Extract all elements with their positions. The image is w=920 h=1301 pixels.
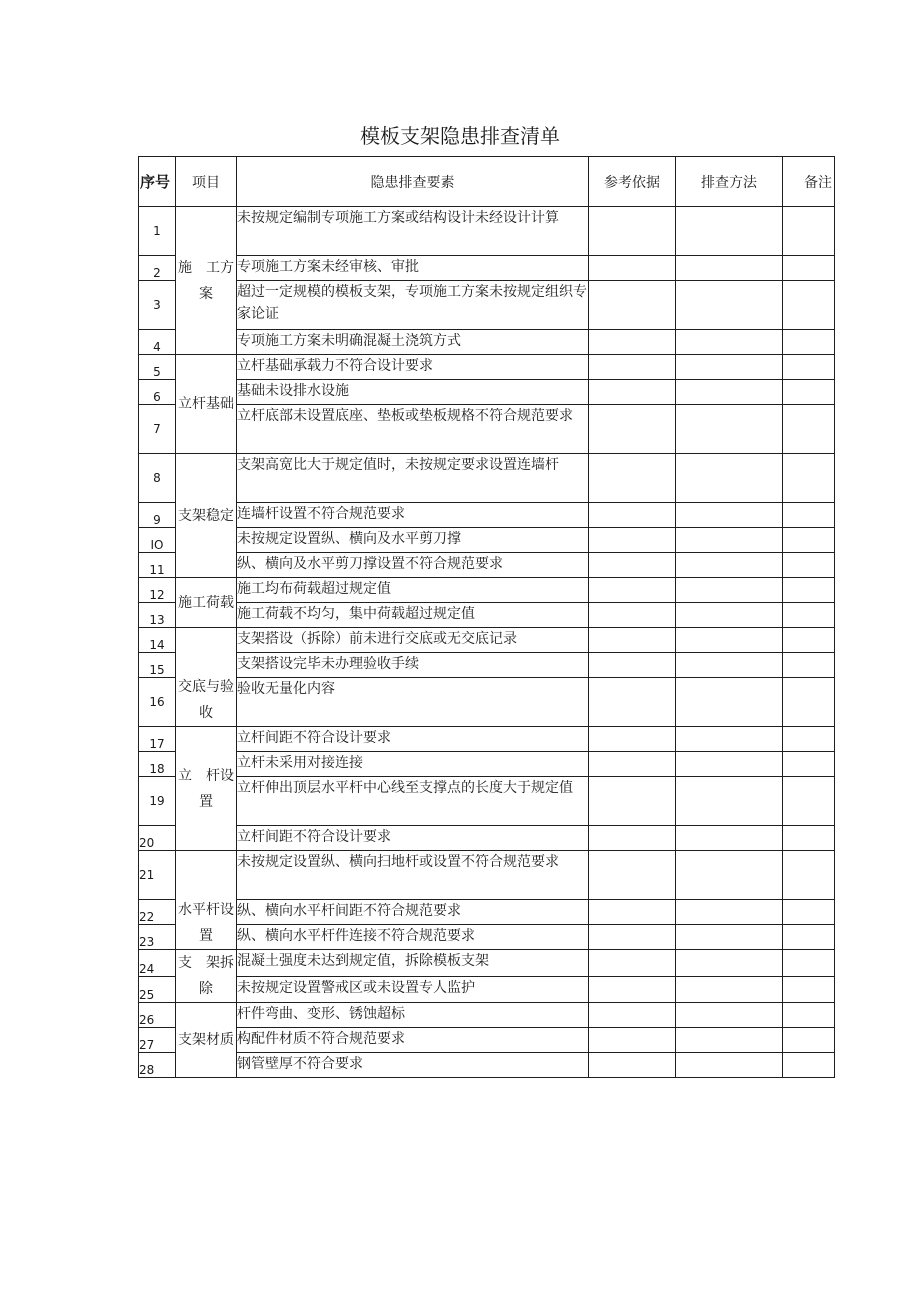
category-cell: 支架稳定: [176, 454, 237, 578]
table-row: [139, 281, 835, 330]
row-number: 23: [139, 925, 176, 950]
hazard-item: 混凝土强度未达到规定值，拆除模板支架: [237, 950, 589, 977]
row-number: 19: [139, 777, 176, 826]
hazard-item: 立杆伸出顶层水平杆中心线至支撑点的长度大于规定值: [237, 777, 589, 826]
hazard-item: 施工均布荷载超过规定值: [237, 578, 589, 603]
category-cell: 立 杆设置: [176, 727, 237, 851]
category-cell: 水平杆设置: [176, 851, 237, 950]
hazard-item: 钢管壁厚不符合要求: [237, 1053, 589, 1078]
hazard-item: 未按规定设置纵、横向及水平剪刀撑: [237, 528, 589, 553]
hazard-item: 专项施工方案未经审核、审批: [237, 256, 589, 281]
row-number: 8: [139, 454, 176, 503]
row-number: 16: [139, 678, 176, 727]
row-number: 1: [139, 207, 176, 256]
hazard-item: 连墙杆设置不符合规范要求: [237, 503, 589, 528]
table-row: [139, 653, 835, 678]
category-cell: 施 工方案: [176, 207, 237, 355]
row-number: IO: [139, 528, 176, 553]
table-row: [139, 207, 835, 256]
hazard-item: 验收无量化内容: [237, 678, 589, 727]
hazard-item: 构配件材质不符合规范要求: [237, 1028, 589, 1053]
hazard-item: 支架搭设完毕未办理验收手续: [237, 653, 589, 678]
table-row: [139, 1053, 835, 1078]
category-cell: 施工荷载: [176, 578, 237, 628]
row-number: 2: [139, 256, 176, 281]
table-row: [139, 851, 835, 900]
table-row: [139, 925, 835, 950]
hazard-item: 支架搭设（拆除）前未进行交底或无交底记录: [237, 628, 589, 653]
hazard-checklist-table: [138, 156, 835, 1078]
row-number: 4: [139, 330, 176, 355]
row-number: 5: [139, 355, 176, 380]
hazard-item: 专项施工方案未明确混凝土浇筑方式: [237, 330, 589, 355]
table-row: [139, 752, 835, 777]
row-number: 24: [139, 950, 176, 977]
table-row: [139, 727, 835, 752]
category-cell: 支架材质: [176, 1003, 237, 1078]
row-number: 9: [139, 503, 176, 528]
hazard-item: 立杆间距不符合设计要求: [237, 727, 589, 752]
row-number: 21: [139, 851, 176, 900]
table-row: [139, 454, 835, 503]
hazard-item: 立杆间距不符合设计要求: [237, 826, 589, 851]
table-row: [139, 628, 835, 653]
hazard-item: 立杆未采用对接连接: [237, 752, 589, 777]
row-number: 13: [139, 603, 176, 628]
table-row: [139, 380, 835, 405]
row-number: 3: [139, 281, 176, 330]
category-cell: 交底与验收: [176, 628, 237, 727]
hazard-item: 纵、横向水平杆件连接不符合规范要求: [237, 925, 589, 950]
hazard-item: 纵、横向及水平剪刀撑设置不符合规范要求: [237, 553, 589, 578]
row-number: 25: [139, 976, 176, 1003]
category-cell: 立杆基础: [176, 355, 237, 454]
row-number: 18: [139, 752, 176, 777]
hazard-item: 未按规定设置纵、横向扫地杆或设置不符合规范要求: [237, 851, 589, 900]
table-row: [139, 528, 835, 553]
row-number: 15: [139, 653, 176, 678]
header-remark: 备注: [783, 157, 835, 207]
row-number: 7: [139, 405, 176, 454]
hazard-item: 纵、横向水平杆间距不符合规范要求: [237, 900, 589, 925]
hazard-item: 超过一定规模的模板支架，专项施工方案未按规定组织专家论证: [237, 281, 589, 330]
row-number: 12: [139, 578, 176, 603]
row-number: 26: [139, 1003, 176, 1028]
row-number: 11: [139, 553, 176, 578]
table-row: [139, 1028, 835, 1053]
table-row: [139, 678, 835, 727]
row-number: 20: [139, 826, 176, 851]
table-row: [139, 1003, 835, 1028]
table-row: [139, 777, 835, 826]
hazard-item: 立杆底部未设置底座、垫板或垫板规格不符合规范要求: [237, 405, 589, 454]
header-method: 排查方法: [676, 157, 783, 207]
category-cell: 支 架拆除: [176, 950, 237, 1003]
hazard-item: 未按规定编制专项施工方案或结构设计未经设计计算: [237, 207, 589, 256]
row-number: 14: [139, 628, 176, 653]
table-row: [139, 330, 835, 355]
row-number: 6: [139, 380, 176, 405]
table-row: [139, 976, 835, 1003]
row-number: 27: [139, 1028, 176, 1053]
page-title: 模板支架隐患排查清单: [360, 124, 560, 148]
hazard-item: 施工荷载不均匀，集中荷载超过规定值: [237, 603, 589, 628]
table-row: [139, 553, 835, 578]
table-row: [139, 256, 835, 281]
hazard-item: 支架高宽比大于规定值时，未按规定要求设置连墙杆: [237, 454, 589, 503]
hazard-item: 立杆基础承载力不符合设计要求: [237, 355, 589, 380]
table-header-row: [139, 157, 835, 207]
row-number: 28: [139, 1053, 176, 1078]
table-row: [139, 578, 835, 603]
hazard-item: 杆件弯曲、变形、锈蚀超标: [237, 1003, 589, 1028]
hazard-item: 基础未设排水设施: [237, 380, 589, 405]
table-row: [139, 950, 835, 977]
table-row: [139, 900, 835, 925]
header-basis: 参考依据: [589, 157, 676, 207]
table-row: [139, 826, 835, 851]
header-project: 项目: [176, 157, 237, 207]
hazard-item: 未按规定设置警戒区或未设置专人监护: [237, 976, 589, 1003]
table-row: [139, 355, 835, 380]
header-seq: 序号: [139, 157, 176, 207]
table-row: [139, 603, 835, 628]
header-hazard: 隐患排查要素: [237, 157, 589, 207]
table-row: [139, 405, 835, 454]
row-number: 22: [139, 900, 176, 925]
row-number: 17: [139, 727, 176, 752]
table-row: [139, 503, 835, 528]
